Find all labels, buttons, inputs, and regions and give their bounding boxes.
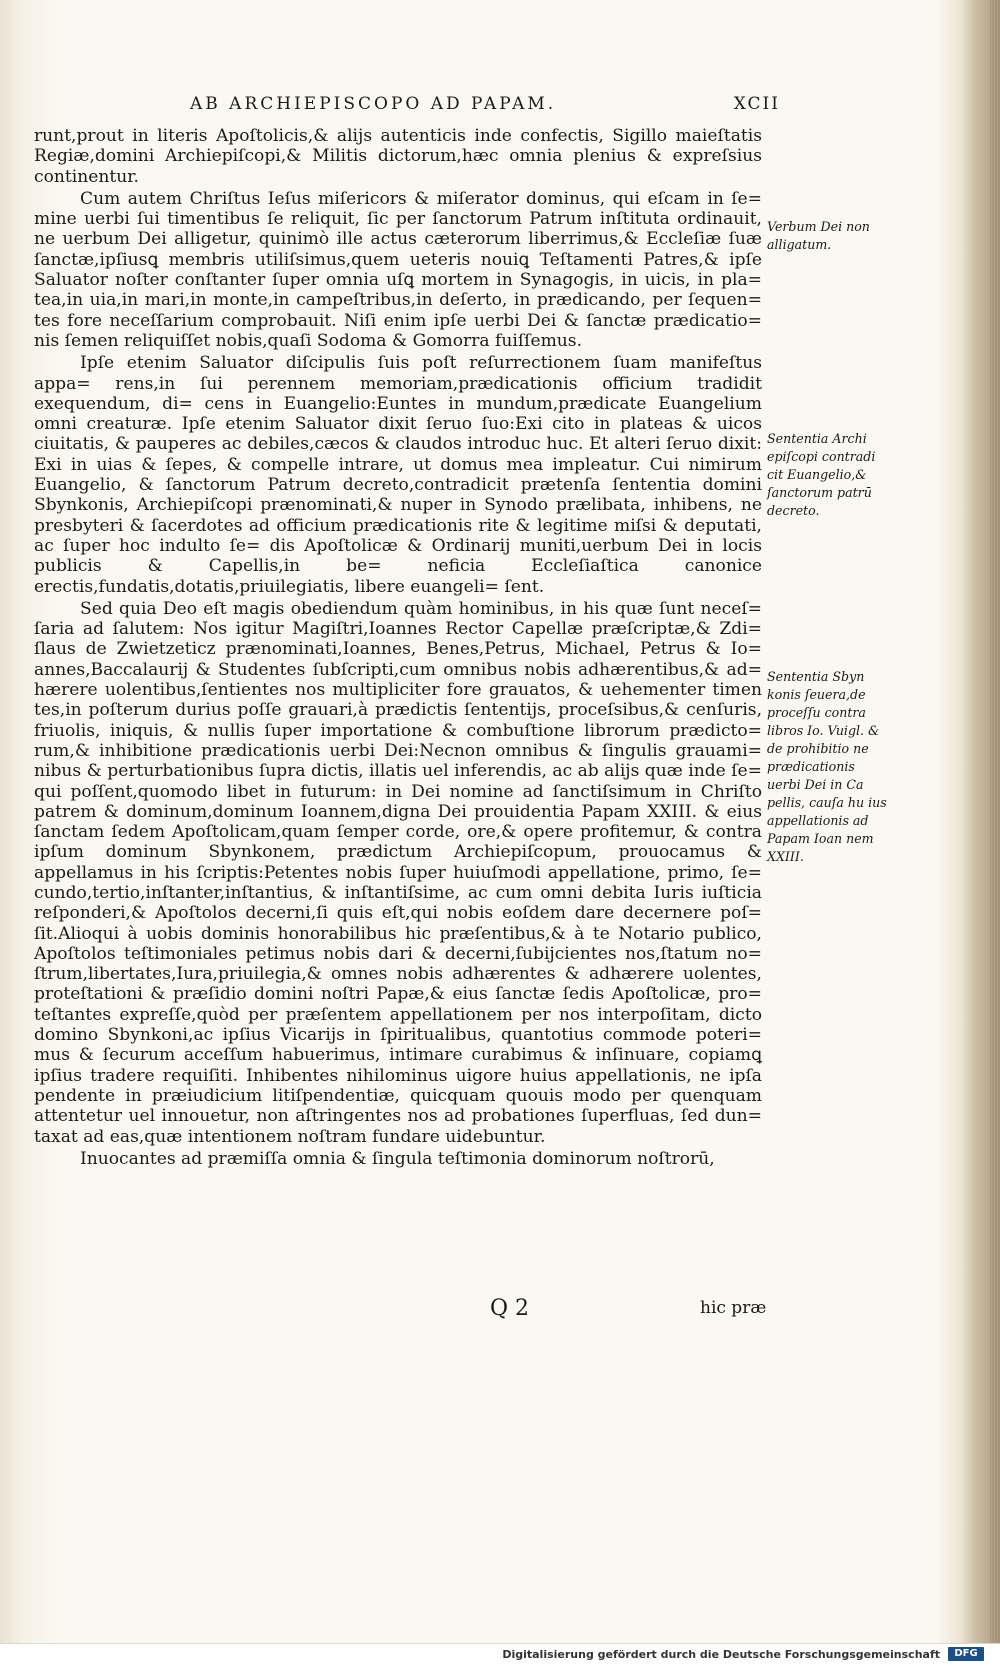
dfg-logo: DFG <box>948 1647 984 1661</box>
catchword: hic præ <box>700 1298 767 1318</box>
digitization-footer <box>0 1643 1000 1666</box>
folio-number: XCII <box>733 94 780 114</box>
margin-note-1: Verbum Dei non alligatum. <box>767 219 870 252</box>
paragraph-5: Inuocantes ad præmiſſa omnia & ſingula teſtimonia dominorum noſtrorū, <box>80 1148 715 1169</box>
running-title: AB ARCHIEPISCOPO AD PAPAM. <box>190 94 557 114</box>
margin-note-3: Sententia Sbyn konis ſeuera,de proceſſu contra libros Io. Vuigl. & de prohibitio ne prædicationis uerbi Dei in Ca pellis, cauſa hu ius appellationis ad Papam Ioan nem XXIII. <box>767 669 887 864</box>
running-header <box>190 94 780 118</box>
footer-credit: Digitalisierung gefördert durch die Deutsche Forschungsgemeinschaft <box>502 1648 940 1661</box>
main-text <box>34 126 762 1169</box>
page-edge <box>990 0 1000 1665</box>
paragraph-4: Sed quia Deo eſt magis obediendum quàm hominibus, in his quæ ſunt neceſ= ſaria ad ſalutem: Nos igitur Magiſtri,Ioannes Rector Capellæ præſcriptæ,& Zdi= ſlaus de Zwietzeticz prænominati,Ioannes, Benes,Petrus, Michael, Petrus & Io= annes,Baccalaurij & Studentes ſubſcripti,cum omnibus nobis adhærentibus,& ad= hærere uolentibus,ſentientes nos multipliciter fore grauatos, & uehementer timen tes,in poſterum durius poſſe grauari,à prædictis ſententijs, proceſsibus,& cenſuris, friuolis, iniquis, & nullis ſuper importatione & combuſtione librorum prædicto= rum,& inhibitione prædicationis uerbi Dei:Necnon omnibus & ſingulis grauami= nibus & perturbationibus ſupra dictis, illatis uel inferendis, ac ab alijs quæ inde ſe= qui poſſent,quomodo libet in futurum: in Dei nomine ad ſanctiſsimum in Chriſto patrem & dominum,dominum Ioannem,digna Dei prouidentia Papam XXIII. & eius ſanctam ſedem Apoſtolicam,quam ſemper corde, ore,& opere profitemur, & contra ipſum dominum Sbynkonem, prædictum Archiepiſcopum, prouocamus & appellamus in his ſcriptis:Petentes nobis ſuper huiuſmodi appellatione, primo, ſe= cundo,tertio,inſtanter,inſtantius, & inſtantiſsime, ac cum omni debita Iuris iuſticia reſponderi,& Apoſtolos decerni,ſi quis eſt,qui nobis eoſdem dare decernere poſ= ſit.Alioqui à uobis dominis honorabilibus hic præſentibus,& à te Notario publico, Apoſtolos teſtimoniales petimus nobis dari & decerni,ſubijcientes nos,ſtatum no= ſtrum,libertates,Iura,priuilegia,& omnes nobis adhærentes & adhærere uolentes, proteſtationi & præſidio domini noſtri Papæ,& eius ſanctæ ſedis Apoſtolicæ, pro= teſtantes expreſſe,quòd per præſentem appellationem per nos interpoſitam, dicto domino Sbynkoni,ac ipſius Vicarijs in ſpiritualibus, quantotius commode poteri= mus & ſecurum acceſſum habuerimus, intimare curabimus & inſinuare, copiamꝗ ipſius tradere requiſiti. Inhibentes nihilominus uigore huius appellationis, ne ipſa pendente in præiudicium litiſpendentiæ, quicquam quouis modo per quenquam attentetur uel innouetur, non aſtringentes nos ad probationes ſuperfluas, ſed dun= taxat ad eas,quæ intentionem noſtram fundare uidebuntur. <box>34 598 762 1147</box>
paragraph-1: runt,prout in literis Apoſtolicis,& alijs autenticis inde confectis, Sigillo maieſtatis Regiæ,domini Archiepiſcopi,& Militis dictorum,hæc omnia plenius & expreſsius continentur. <box>34 126 762 187</box>
signature-mark: Q 2 <box>490 1296 530 1321</box>
margin-note-2: Sententia Archi epiſcopi contradi cit Euangelio,& ſanctorum patrū decreto. <box>767 431 876 518</box>
paragraph-2: Cum autem Chriſtus Ieſus miſericors & miſerator dominus, qui eſcam in ſe= mine uerbi ſui timentibus ſe reliquit, ſic per ſanctorum Patrum inſtituta ordinauit, ne uerbum Dei alligetur, quinimò ille actus cæterorum liberrimus,& Eccleſiæ ſuæ ſanctæ,ipſiusꝗ membris utiliſsimus,quem ueteris nouiꝗ Teſtamenti Patres,& ipſe Saluator noſter conſtanter ſuper omnia uſꝗ mortem in Synagogis, in uicis, in pla= tea,in uia,in mari,in monte,in campeſtribus,in deſerto, in prædicando, per ſequen= tes fore neceſſarium comprobauit. Niſi enim ipſe uerbi Dei & ſanctæ prædicatio= nis ſemen reliquiſſet nobis,quaſi Sodoma & Gomorra fuiſſemus. <box>34 188 762 351</box>
paragraph-3: Ipſe etenim Saluator diſcipulis ſuis poſt reſurrectionem ſuam manifeſtus appa= rens,in ſui perennem memoriam,prædicationis officium tradidit exequendum, di= cens in Euangelio:Euntes in mundum,prædicate Euangelium omni creaturæ. Ipſe etenim Saluator dixit ſeruo ſuo:Exi cito in plateas & uicos ciuitatis, & pauperes ac debiles,cæcos & claudos introduc huc. Et alteri ſeruo dixit: Exi in uias & ſepes, & compelle intrare, ut domus mea impleatur. Cui nimirum Euangelio, & ſanctorum Patrum decreto,contradicit prætenſa ſententia domini Sbynkonis, Archiepiſcopi prænominati,& nuper in Synodo prælibata, inhibens, ne presbyteri & ſacerdotes ad officium prædicationis rite & legitime miſsi & deputati, ac ſuper hoc indulto ſe= dis Apoſtolicæ & Ordinarij muniti,uerbum Dei in locis publicis & Capellis,in be= neficia Eccleſiaſtica canonice erectis,fundatis,dotatis,priuilegiatis, libere euangeli= ſent. <box>34 353 762 597</box>
